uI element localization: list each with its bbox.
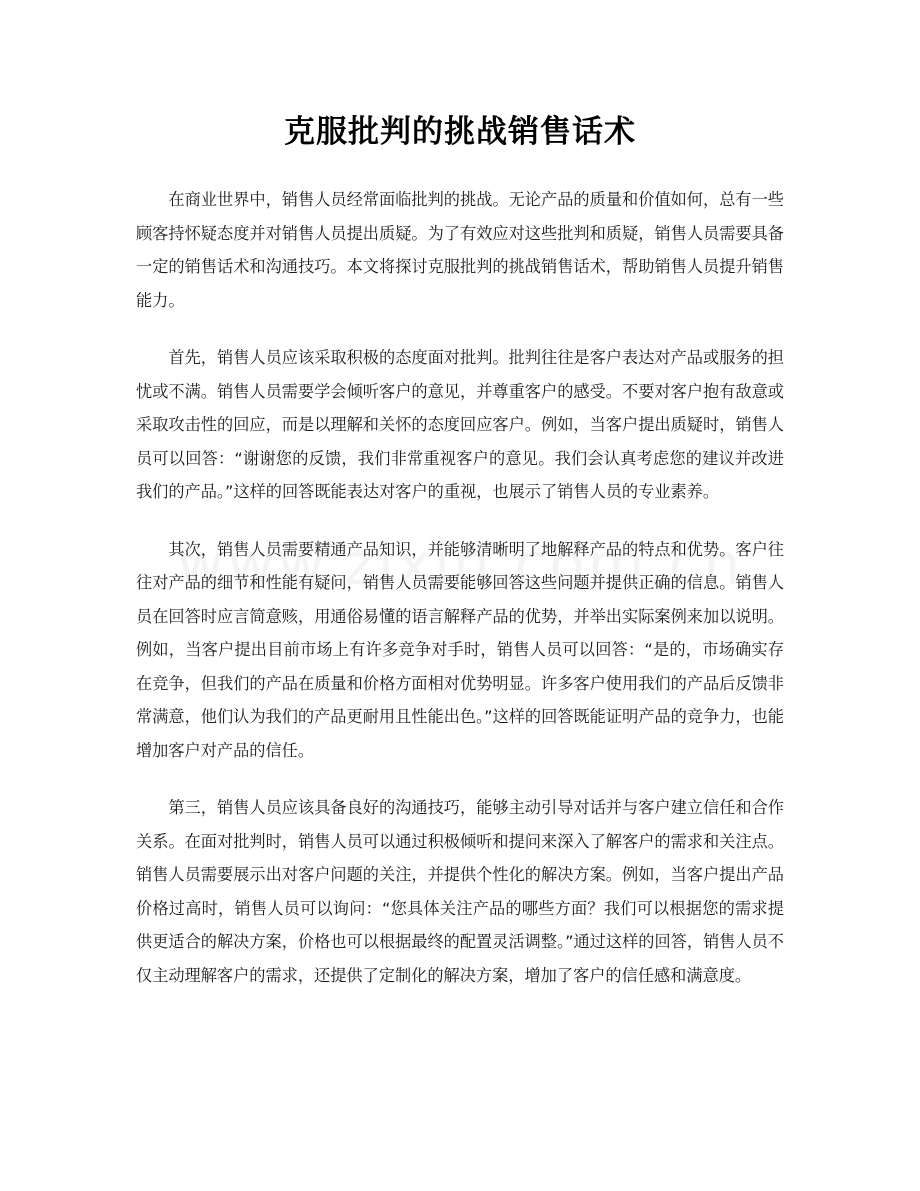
paragraph-intro: 在商业世界中，销售人员经常面临批判的挑战。无论产品的质量和价值如何，总有一些顾客持怀疑态度并对销售人员提出质疑。为了有效应对这些批判和质疑，销售人员需要具备一定的销售话术和沟通技巧。本文将探讨克服批判的挑战销售话术，帮助销售人员提升销售能力。 (136, 190, 784, 310)
document-body (136, 183, 784, 1016)
paragraph-first-point: 首先，销售人员应该采取积极的态度面对批判。批判往往是客户表达对产品或服务的担忧或不满。销售人员需要学会倾听客户的意见，并尊重客户的感受。不要对客户抱有敌意或采取攻击性的回应，而是以理解和关怀的态度回应客户。例如，当客户提出质疑时，销售人员可以回答：“谢谢您的反馈，我们非常重视客户的意见。我们会认真考虑您的建议并改进我们的产品。”这样的回答既能表达对客户的重视，也展示了销售人员的专业素养。 (136, 348, 784, 501)
paragraph-third-point: 第三，销售人员应该具备良好的沟通技巧，能够主动引导对话并与客户建立信任和合作关系。在面对批判时，销售人员可以通过积极倾听和提问来深入了解客户的需求和关注点。销售人员需要展示出对客户问题的关注，并提供个性化的解决方案。例如，当客户提出产品价格过高时，销售人员可以询问：“您具体关注产品的哪些方面？我们可以根据您的需求提供更适合的解决方案，价格也可以根据最终的配置灵活调整。”通过这样的回答，销售人员不仅主动理解客户的需求，还提供了定制化的解决方案，增加了客户的信任感和满意度。 (136, 798, 784, 985)
document-title: 克服批判的挑战销售话术 (284, 114, 636, 150)
paragraph-second-point: 其次，销售人员需要精通产品知识，并能够清晰明了地解释产品的特点和优势。客户往往对产品的细节和性能有疑问，销售人员需要能够回答这些问题并提供正确的信息。销售人员在回答时应言简意赅，用通俗易懂的语言解释产品的优势，并举出实际案例来加以说明。例如，当客户提出目前市场上有许多竞争对手时，销售人员可以回答：“是的，市场确实存在竞争，但我们的产品在质量和价格方面相对优势明显。许多客户使用我们的产品后反馈非常满意，他们认为我们的产品更耐用且性能出色。”这样的回答既能证明产品的竞争力，也能增加客户对产品的信任。 (136, 539, 784, 760)
